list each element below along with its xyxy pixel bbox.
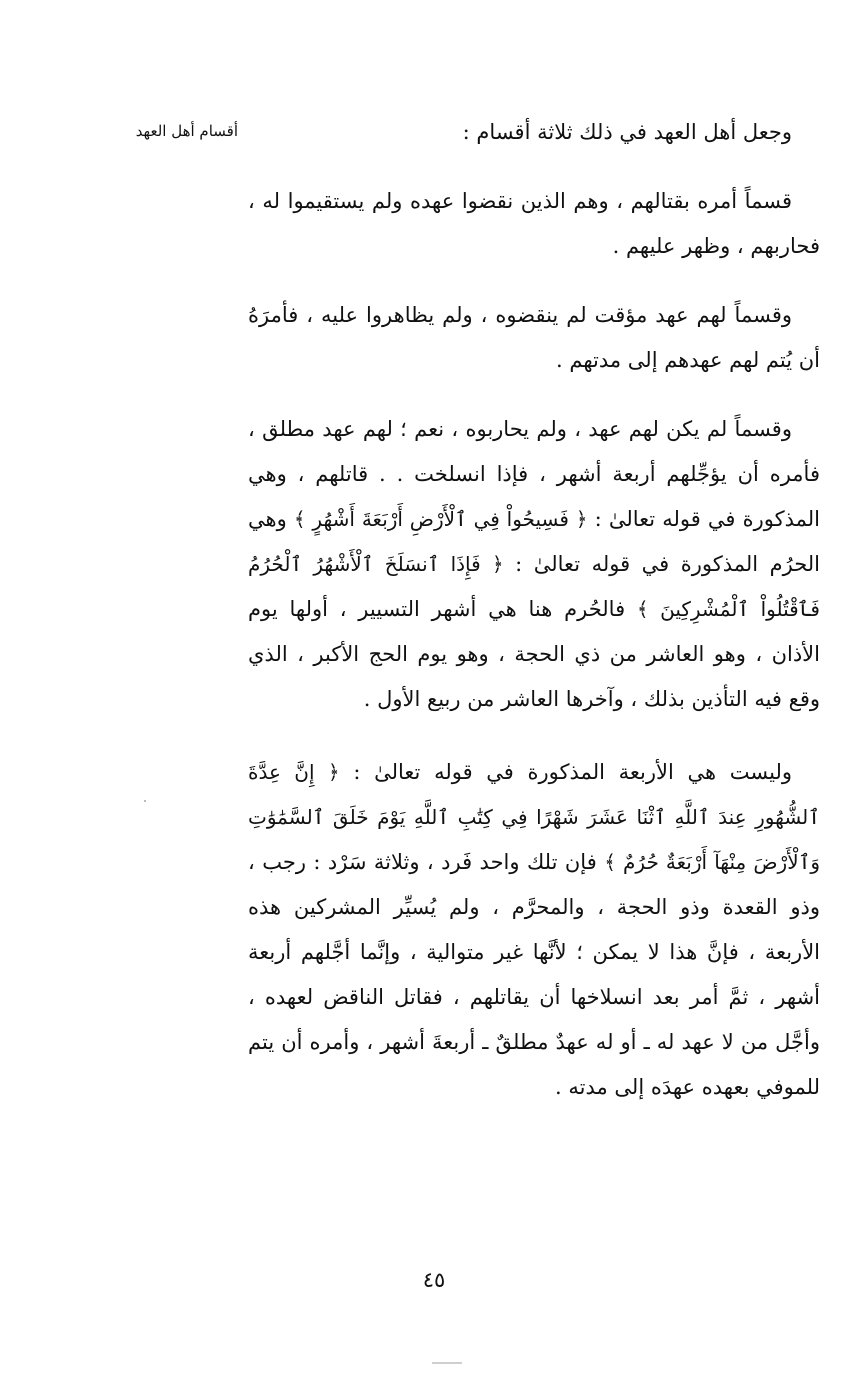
paragraph-text: وليست هي الأربعة المذكورة في قوله تعالىٰ : bbox=[353, 760, 792, 784]
paragraph-text: وهي الحرُم المذكورة في قوله تعالىٰ : bbox=[248, 507, 820, 576]
scan-edge-mark bbox=[432, 1362, 462, 1364]
running-head: أقسام أهل العهد bbox=[135, 122, 238, 140]
body-text bbox=[248, 110, 820, 1110]
paragraph-intro: وجعل أهل العهد في ذلك ثلاثة أقسام : bbox=[462, 120, 792, 144]
paragraph-sacred-months bbox=[248, 750, 820, 1110]
scan-speck bbox=[144, 800, 146, 802]
quran-verse: ﴿ فَسِيحُواْ فِي ٱلْأَرْضِ أَرْبَعَةَ أَشْهُرٍ ﴾ bbox=[293, 507, 588, 531]
paragraph-third-group bbox=[248, 407, 820, 722]
page-number: ٤٥ bbox=[422, 1268, 446, 1292]
paragraph-text: وقسماً لم يكن لهم عهد ، ولم يحاربوه ، نعم ؛ لهم عهد مطلق ، فأمره أن يؤجِّلهم أربعة أشهر ، فإذا انسلخت . . قاتلهم ، وهي المذكورة في قوله تعالىٰ : bbox=[248, 417, 820, 531]
paragraph-text: فالحُرم هنا هي أشهر التسيير ، أولها يوم الأذان ، وهو العاشر من ذي الحجة ، وهو يوم الحج الأكبر ، الذي وقع فيه التأذين بذلك ، وآخرها العاشر من ربيع الأول . bbox=[248, 597, 820, 711]
paragraph-text: فإن تلك واحد فَرد ، وثلاثة سَرْد : رجب ، وذو القعدة وذو الحجة ، والمحرَّم ، ولم يُسيِّر المشركين هذه الأربعة ، فإنَّ هذا لا يمكن ؛ لأنَّها غير متوالية ، وإنَّما أجَّلهم أربعة أشهر ، ثمَّ أمر بعد انسلاخها أن يقاتلهم ، فقاتل الناقض لعهده ، وأجَّل من لا عهد له ـ أو له عهدٌ مطلقٌ ـ أربعةَ أشهر ، وأمره أن يتم للموفي بعهده عهدَه إلى مدته . bbox=[248, 850, 820, 1099]
quran-verse: ﴿ فَإِذَا ٱنسَلَخَ ٱلْأَشْهُرُ ٱلْحُرُمُ فَٱقْتُلُواْ ٱلْمُشْرِكِينَ ﴾ bbox=[248, 552, 820, 621]
paragraph-first-group: قسماً أمره بقتالهم ، وهم الذين نقضوا عهده ولم يستقيموا له ، فحاربهم ، وظهر عليهم . bbox=[248, 189, 820, 258]
paragraph-second-group: وقسماً لهم عهد مؤقت لم ينقضوه ، ولم يظاهروا عليه ، فأمرَهُ أن يُتم لهم عهدهم إلى مدتهم . bbox=[248, 303, 820, 372]
quran-verse: ﴿ إِنَّ عِدَّةَ ٱلشُّهُورِ عِندَ ٱللَّهِ ٱثْنَا عَشَرَ شَهْرًا فِي كِتَٰبِ ٱللَّهِ يَوْمَ خَلَقَ ٱلسَّمَٰوَٰتِ وَٱلْأَرْضَ مِنْهَآ أَرْبَعَةٌ حُرُمٌ ﴾ bbox=[248, 760, 820, 874]
